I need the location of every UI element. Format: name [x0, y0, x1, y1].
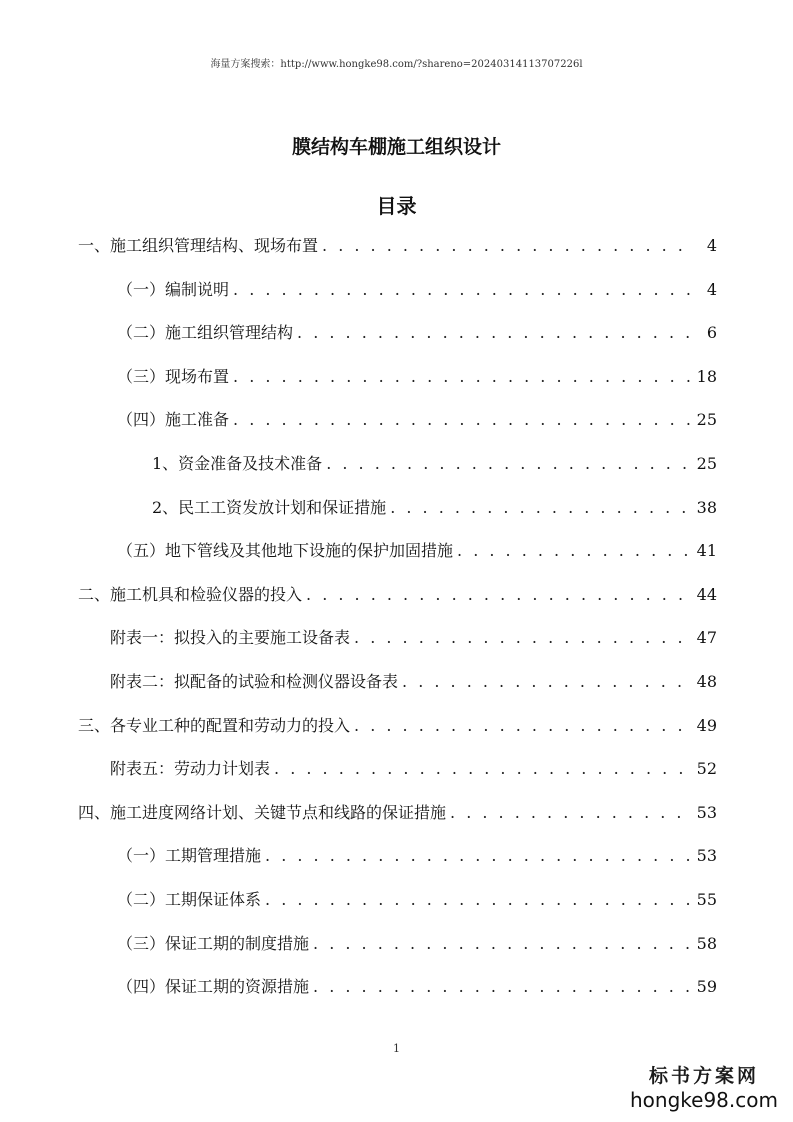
toc-entry-title: 附表一：拟投入的主要施工设备表 — [110, 628, 351, 648]
header-url-text: 海量方案搜索：http://www.hongke98.com/?shareno=20240314113707226l — [210, 59, 583, 70]
toc-entry-title: 附表五：劳动力计划表 — [110, 759, 271, 779]
toc-entry-title: （四）保证工期的资源措施 — [117, 977, 310, 997]
toc-dot-leader — [450, 798, 693, 828]
page-number: 1 — [393, 1042, 400, 1055]
toc-entry[interactable] — [117, 405, 717, 435]
toc-dot-leader — [354, 711, 693, 741]
toc-entry[interactable] — [78, 798, 717, 828]
toc-dot-leader — [354, 623, 693, 653]
toc-dot-leader — [233, 362, 693, 392]
toc-entry-title: 二、施工机具和检验仪器的投入 — [78, 584, 303, 604]
toc-entry-title: （一）编制说明 — [117, 279, 230, 299]
toc-entry[interactable] — [117, 362, 717, 392]
toc-entry-page: 25 — [696, 454, 717, 473]
watermark-domain-text: hongke98.com — [630, 1088, 778, 1112]
toc-dot-leader — [233, 275, 693, 305]
toc-dot-leader — [265, 885, 693, 915]
toc-entry-page: 49 — [696, 715, 717, 735]
toc-entry-page: 48 — [696, 672, 717, 691]
toc-entry-title: 一、施工组织管理结构、现场布置 — [78, 236, 319, 255]
toc-dot-leader — [402, 667, 693, 697]
toc-entry-title: （三）保证工期的制度措施 — [117, 933, 310, 953]
toc-dot-leader — [297, 318, 693, 348]
toc-entry-page: 59 — [696, 977, 717, 997]
watermark-brand-text: 标书方案网 — [648, 1065, 759, 1087]
toc-dot-leader — [326, 449, 692, 479]
toc-entry-page: 25 — [696, 410, 717, 430]
toc-entry-page: 52 — [696, 759, 717, 779]
toc-dot-leader — [313, 972, 693, 1002]
toc-entry-page: 38 — [696, 497, 717, 517]
toc-entry-title: （二）工期保证体系 — [117, 890, 262, 909]
toc-entry[interactable] — [78, 711, 717, 741]
toc-entry-title: （一）工期管理措施 — [117, 846, 262, 866]
toc-dot-leader — [233, 405, 693, 435]
toc-entry-page: 53 — [696, 846, 717, 866]
toc-entry[interactable] — [152, 493, 717, 523]
toc-entry-title: （三）现场布置 — [117, 366, 230, 386]
toc-entry-page: 47 — [696, 628, 717, 648]
toc-entry-page: 44 — [696, 584, 717, 604]
toc-entry-page: 18 — [696, 366, 717, 386]
toc-entry-title: （五）地下管线及其他地下设施的保护加固措施 — [117, 541, 454, 561]
toc-entry[interactable] — [110, 623, 717, 653]
toc-dot-leader — [265, 841, 693, 871]
document-title: 膜结构车棚施工组织设计 — [291, 136, 501, 158]
toc-dot-leader — [313, 929, 693, 959]
toc-entry-title: 四、施工进度网络计划、关键节点和线路的保证措施 — [78, 802, 447, 822]
toc-entry-page: 41 — [696, 541, 717, 561]
toc-entry[interactable] — [117, 536, 717, 566]
toc-entry[interactable] — [110, 667, 717, 697]
toc-entry-page: 58 — [696, 933, 717, 953]
toc-entry[interactable] — [110, 754, 717, 784]
toc-entry-title: （二）施工组织管理结构 — [117, 323, 294, 343]
toc-entry-title: 2、民工工资发放计划和保证措施 — [152, 497, 387, 517]
toc-entry[interactable] — [78, 580, 717, 610]
toc-dot-leader — [274, 754, 693, 784]
toc-entry[interactable] — [117, 275, 717, 305]
toc-entry[interactable] — [117, 841, 717, 871]
toc-entry-title: （四）施工准备 — [117, 410, 230, 430]
toc-entry-page: 4 — [706, 236, 717, 255]
toc-entry[interactable] — [117, 929, 717, 959]
toc-dot-leader — [390, 493, 692, 523]
toc-entry[interactable] — [78, 231, 717, 261]
toc-entry[interactable] — [117, 972, 717, 1002]
watermark-logo — [629, 1064, 779, 1112]
toc-entry-page: 55 — [696, 890, 717, 909]
toc-entry-page: 4 — [706, 279, 717, 299]
toc-entry[interactable] — [117, 318, 717, 348]
toc-entry-title: 三、各专业工种的配置和劳动力的投入 — [78, 715, 351, 735]
toc-entry-page: 6 — [706, 323, 717, 343]
toc-entry-title: 附表二：拟配备的试验和检测仪器设备表 — [110, 672, 399, 691]
toc-dot-leader — [322, 231, 693, 261]
toc-entry[interactable] — [152, 449, 717, 479]
toc-dot-leader — [306, 580, 693, 610]
toc-entry-title: 1、资金准备及技术准备 — [152, 454, 323, 473]
toc-entry-page: 53 — [696, 802, 717, 822]
toc-dot-leader — [457, 536, 693, 566]
toc-entry[interactable] — [117, 885, 717, 915]
toc-heading: 目录 — [376, 194, 417, 218]
